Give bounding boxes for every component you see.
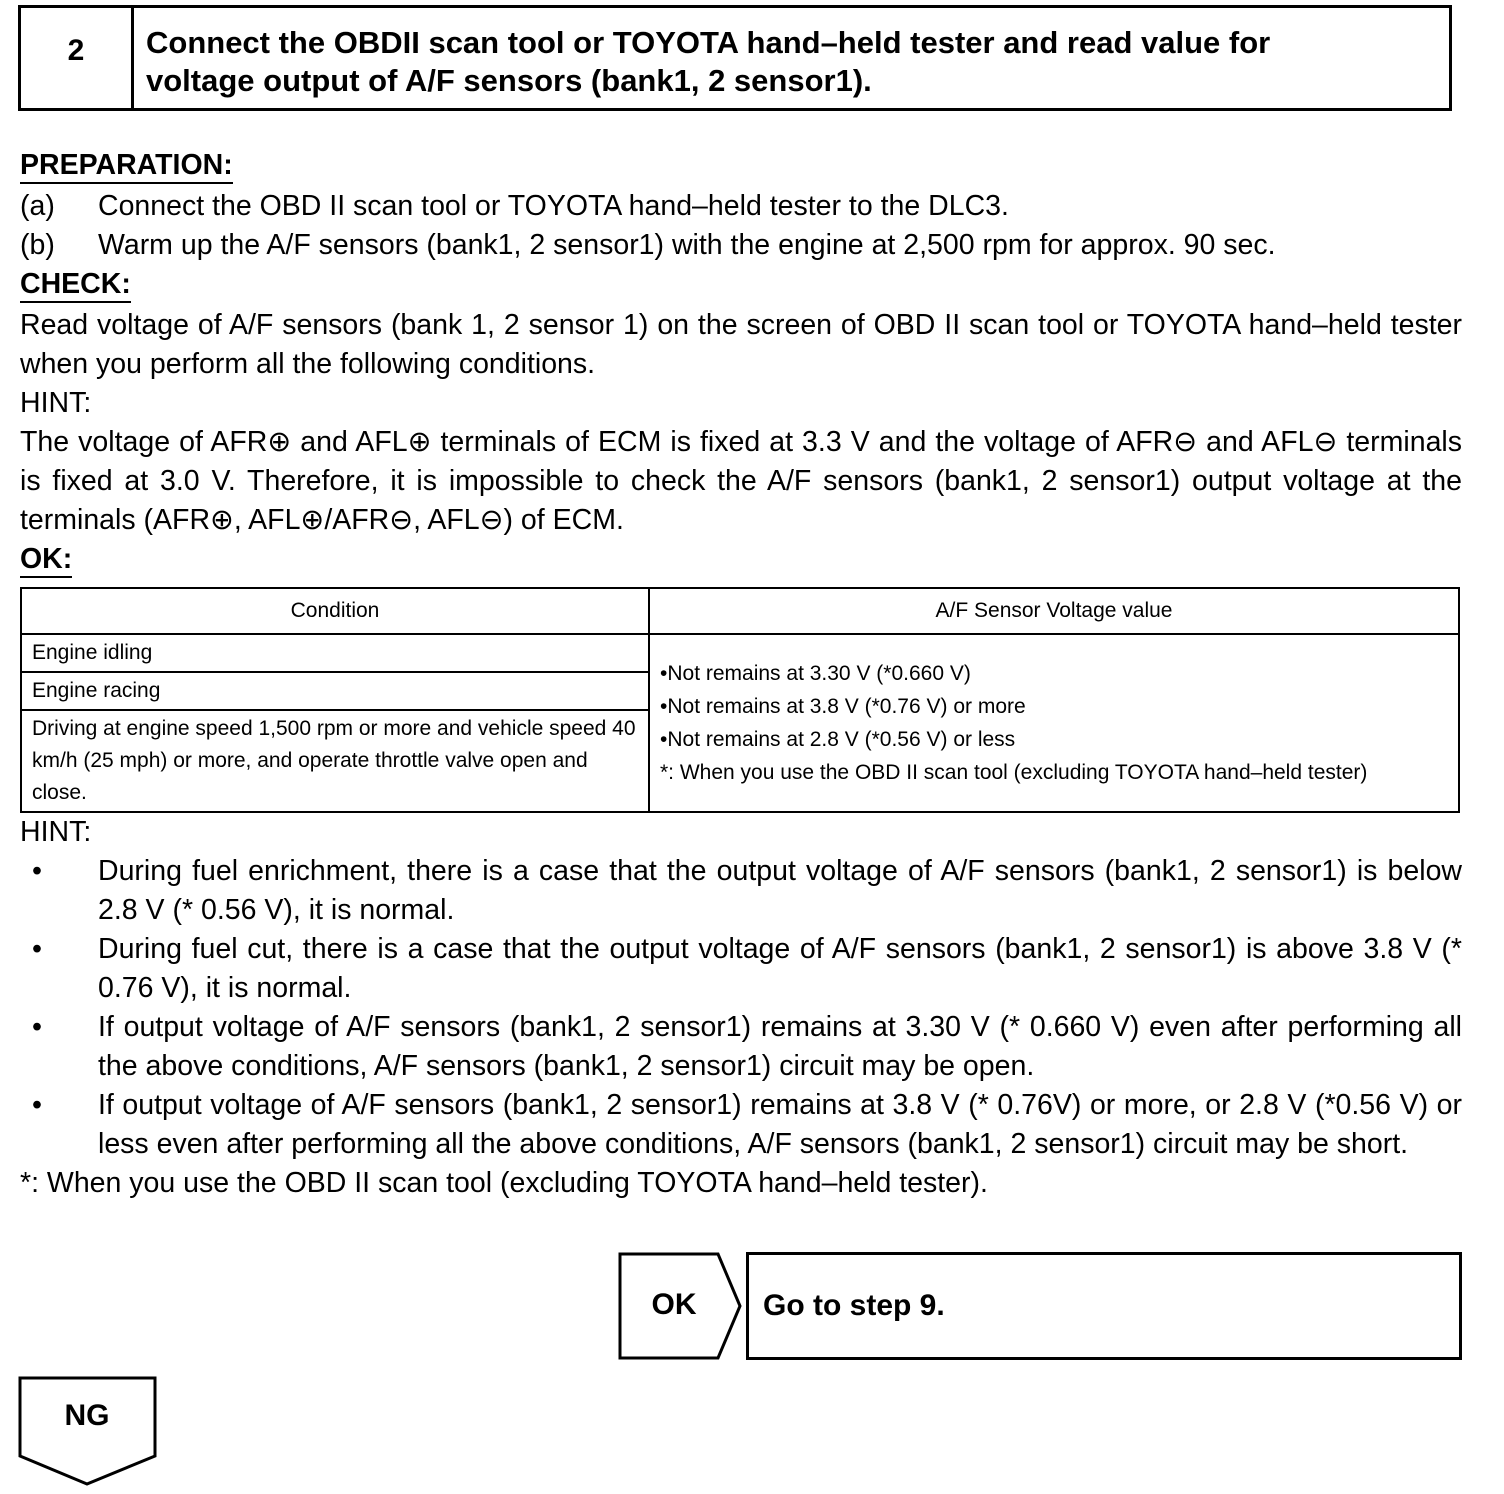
procedure-content bbox=[20, 146, 1462, 1203]
hint-text: The voltage of AFR⊕ and AFL⊕ terminals of ECM is fixed at 3.3 V and the voltage of AFR⊖ and AFL⊖ terminals is fixed at 3.0 V. Therefore, it is impossible to check the A/F sensors (bank1, 2 sensor1) output voltage at the terminals (AFR⊕, AFL⊕/AFR⊖, AFL⊖) of ECM. bbox=[20, 426, 1462, 536]
condition-cell: Driving at engine speed 1,500 rpm or more and vehicle speed 40 km/h (25 mph) or more, and operate throttle valve open and close. bbox=[21, 710, 649, 812]
check-heading: CHECK: bbox=[20, 267, 131, 303]
voltage-value-3: •Not remains at 2.8 V (*0.56 V) or less bbox=[660, 728, 1016, 751]
ok-heading: OK: bbox=[20, 542, 72, 578]
step-title bbox=[134, 8, 1449, 108]
list-item bbox=[20, 1086, 1462, 1164]
check-section bbox=[20, 265, 1462, 384]
list-item bbox=[20, 1008, 1462, 1086]
ok-section bbox=[20, 540, 1462, 813]
hint-bullet-text: If output voltage of A/F sensors (bank1, 2 sensor1) remains at 3.8 V (* 0.76V) or more, or 2.8 V (*0.56 V) or less even after performing all the above conditions, A/F sensors (bank1, 2 sensor1) circuit may be short. bbox=[98, 1089, 1462, 1160]
preparation-heading: PREPARATION: bbox=[20, 148, 233, 184]
item-label: (a) bbox=[20, 190, 55, 222]
list-item bbox=[20, 930, 1462, 1008]
item-text: Warm up the A/F sensors (bank1, 2 sensor1) with the engine at 2,500 rpm for approx. 90 sec. bbox=[98, 229, 1276, 261]
preparation-section bbox=[20, 146, 1462, 265]
ok-label: OK bbox=[651, 1288, 697, 1321]
hint-section-2 bbox=[20, 813, 1462, 1203]
table-header-row bbox=[21, 588, 1459, 634]
condition-cell: Engine racing bbox=[21, 672, 649, 710]
step-header bbox=[18, 5, 1452, 111]
hint-footnote: *: When you use the OBD II scan tool (excluding TOYOTA hand–held tester). bbox=[20, 1167, 988, 1199]
hint-bullet-text: During fuel cut, there is a case that the output voltage of A/F sensors (bank1, 2 sensor1) is above 3.8 V (* 0.76 V), it is normal. bbox=[98, 933, 1462, 1004]
preparation-item-a bbox=[20, 187, 1462, 226]
voltage-footnote: *: When you use the OBD II scan tool (excluding TOYOTA hand–held tester) bbox=[660, 761, 1368, 784]
go-to-step-text: Go to step 9. bbox=[763, 1289, 945, 1322]
list-item bbox=[20, 852, 1462, 930]
bullet-icon: • bbox=[32, 1089, 42, 1121]
check-text: Read voltage of A/F sensors (bank 1, 2 sensor 1) on the screen of OBD II scan tool or TOYOTA hand–held tester when you perform all the following conditions. bbox=[20, 309, 1462, 380]
item-text: Connect the OBD II scan tool or TOYOTA hand–held tester to the DLC3. bbox=[98, 190, 1009, 222]
hint-heading: HINT: bbox=[20, 816, 92, 848]
hint-heading: HINT: bbox=[20, 387, 92, 419]
table-row bbox=[21, 634, 1459, 672]
hint-section-1 bbox=[20, 384, 1462, 540]
step-title-line-1: Connect the OBDII scan tool or TOYOTA hand–held tester and read value for bbox=[146, 25, 1271, 60]
step-title-line-2: voltage output of A/F sensors (bank1, 2 sensor1). bbox=[146, 63, 872, 98]
item-label: (b) bbox=[20, 229, 55, 261]
voltage-value-2: •Not remains at 3.8 V (*0.76 V) or more bbox=[660, 695, 1026, 718]
column-header-voltage: A/F Sensor Voltage value bbox=[649, 588, 1459, 634]
ng-label: NG bbox=[64, 1399, 110, 1432]
bullet-icon: • bbox=[32, 933, 42, 965]
bullet-icon: • bbox=[32, 1011, 42, 1043]
step-number: 2 bbox=[21, 8, 134, 108]
voltage-value-cell bbox=[649, 634, 1459, 812]
bullet-icon: • bbox=[32, 855, 42, 887]
spec-table bbox=[20, 587, 1460, 813]
go-to-step-box bbox=[746, 1252, 1462, 1360]
condition-cell: Engine idling bbox=[21, 634, 649, 672]
hint-bullet-text: During fuel enrichment, there is a case that the output voltage of A/F sensors (bank1, 2 sensor1) is below 2.8 V (* 0.56 V), it is normal. bbox=[98, 855, 1462, 926]
voltage-value-1: •Not remains at 3.30 V (*0.660 V) bbox=[660, 662, 971, 685]
column-header-condition: Condition bbox=[21, 588, 649, 634]
hint-bullet-text: If output voltage of A/F sensors (bank1, 2 sensor1) remains at 3.30 V (* 0.660 V) even after performing all the above conditions, A/F sensors (bank1, 2 sensor1) circuit may be open. bbox=[98, 1011, 1462, 1082]
preparation-item-b bbox=[20, 226, 1462, 265]
